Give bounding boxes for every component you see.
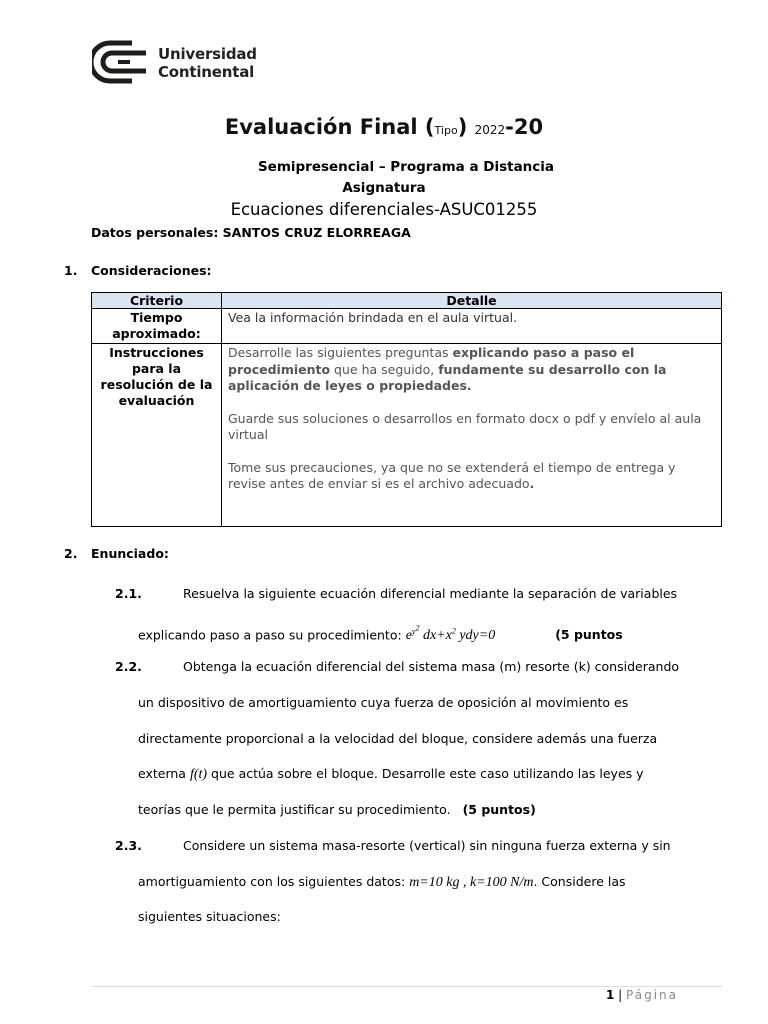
page-number: 1 <box>606 988 615 1002</box>
table-row <box>92 344 722 527</box>
instruction-bold: fundamente su desarrollo con la aplicación de leyes o propiedades. <box>228 361 667 393</box>
item-line <box>138 623 623 644</box>
item-text: que actúa sobre el bloque. Desarrolle este caso utilizando las leyes y <box>211 766 644 781</box>
instruction-paragraph <box>228 460 715 493</box>
equation: $e^{y^2}$ $dx+x^2$ ydy=0 <box>405 623 496 644</box>
title-suffix: -20 <box>505 115 544 139</box>
footer-separator: | <box>614 988 627 1002</box>
instruction-text: Desarrolle las siguientes preguntas <box>228 345 453 360</box>
section-1-number: 1. <box>64 263 78 278</box>
table-header-row <box>92 293 722 309</box>
page-word: Página <box>626 988 678 1002</box>
section-1-label: Consideraciones: <box>91 263 212 278</box>
item-text: Obtenga la ecuación diferencial del sistema masa (m) resorte (k) considerando <box>183 659 680 674</box>
section-2-label: Enunciado: <box>91 546 169 561</box>
title-main: Evaluación Final ( <box>224 115 435 139</box>
item-text: Considere un sistema masa-resorte (vertical) sin ninguna fuerza externa y sin <box>183 838 671 853</box>
item-line <box>138 802 536 817</box>
item-text: amortiguamiento con los siguientes datos: <box>138 874 406 889</box>
detalle-cell <box>222 344 722 527</box>
points-label: (5 puntos) <box>462 802 536 817</box>
section-1-heading <box>64 263 212 278</box>
item-text: teorías que le permita justificar su procedimiento. <box>138 802 451 817</box>
course-name: Ecuaciones diferenciales-ASUC01255 <box>230 200 538 219</box>
page-title <box>0 115 768 139</box>
item-text: . Considere las <box>533 874 626 889</box>
equation: m=10 kg , k=100 N/m <box>409 875 534 890</box>
asignatura-label: Asignatura <box>342 180 426 196</box>
item-text: un dispositivo de amortiguamiento cuya fuerza de oposición al movimiento es <box>138 695 629 710</box>
section-2-number: 2. <box>64 546 78 561</box>
instruction-text: que ha seguido, <box>330 361 439 377</box>
instruction-bold: explicando paso a paso el procedimiento <box>228 345 635 377</box>
item-number: 2.2. <box>115 659 142 674</box>
item-text: directamente proporcional a la velocidad del bloque, considere además una fuerza <box>138 731 658 746</box>
item-text: siguientes situaciones: <box>138 909 281 924</box>
logo-line-1: Universidad <box>158 45 257 63</box>
detalle-cell: Vea la información brindada en el aula virtual. <box>222 309 722 344</box>
title-close: ) <box>457 115 475 139</box>
section-2-heading <box>64 546 169 561</box>
logo-line-2: Continental <box>158 63 255 81</box>
equation: f(t) <box>189 767 208 782</box>
table-header-detalle: Detalle <box>222 293 722 309</box>
page-footer <box>606 988 678 1002</box>
points-label: (5 puntos <box>555 627 623 643</box>
table-row <box>92 309 722 344</box>
item-text: externa <box>138 766 186 781</box>
title-tipo: Tipo <box>434 124 458 137</box>
item-number: 2.1. <box>115 586 142 601</box>
criterio-cell: Instrucciones para la resolución de la evaluación <box>92 344 222 527</box>
title-year: 2022 <box>474 123 506 137</box>
item-text: explicando paso a paso su procedimiento: <box>138 627 402 643</box>
instruction-paragraph <box>228 345 715 395</box>
instruction-text: Tome sus precauciones, ya que no se extenderá el tiempo de entrega y revise antes de enviar si es el archivo adecuado <box>228 459 676 491</box>
university-logo <box>92 40 262 86</box>
criteria-table <box>91 292 722 527</box>
item-text: Resuelva la siguiente ecuación diferencial mediante la separación de variables <box>183 586 678 601</box>
personal-data: Datos personales: SANTOS CRUZ ELORREAGA <box>91 225 411 240</box>
university-emblem-icon <box>92 40 150 84</box>
instruction-bold: . <box>529 476 535 491</box>
subtitle: Semipresencial – Programa a Distancia <box>257 159 555 175</box>
item-line <box>138 766 644 783</box>
instruction-paragraph: Guarde sus soluciones o desarrollos en formato docx o pdf y envíelo al aula virtual <box>228 410 702 442</box>
footer-divider <box>91 986 722 987</box>
criterio-cell: Tiempo aproximado: <box>92 309 222 344</box>
item-number: 2.3. <box>115 838 142 853</box>
table-header-criterio: Criterio <box>92 293 222 309</box>
item-line <box>138 874 626 891</box>
